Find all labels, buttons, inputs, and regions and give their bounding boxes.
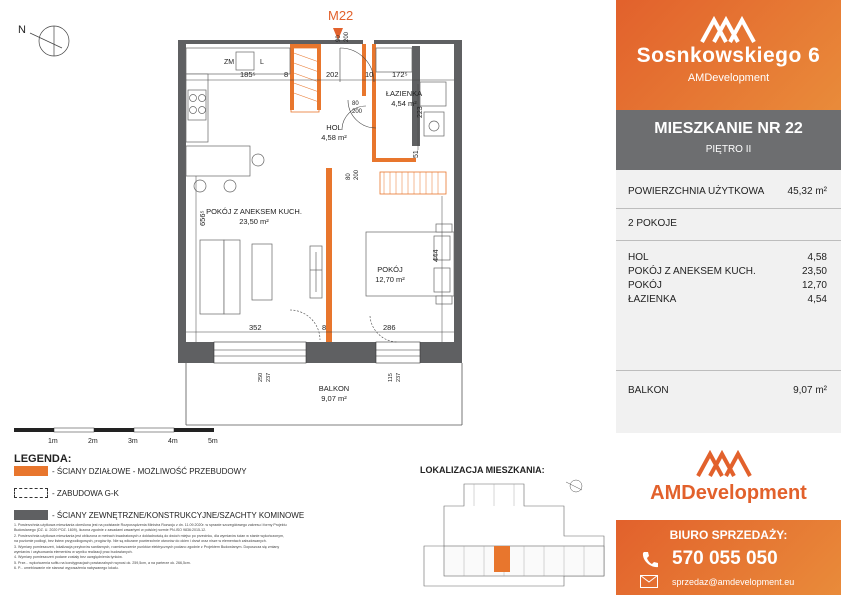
footnote: na poziomie podłogi, bez listew przypodłogowych, progów itp. Nie są wliczane powierzchnie otworów do okien i drzwi oraz nisze w elementach zabudowanych. bbox=[14, 539, 267, 544]
apartment-marker bbox=[494, 546, 510, 572]
stair-label: M22 bbox=[328, 8, 354, 23]
dim-door-200: 200 bbox=[352, 109, 363, 115]
rooms-count-row bbox=[628, 218, 827, 229]
usable-area-value: 45,32 m² bbox=[787, 186, 827, 197]
footnote: 4. Wymiary pomieszczeń podane zostały bez uwzględnienia tynków. bbox=[14, 555, 123, 560]
legend-label: - ŚCIANY ZEWNĘTRZNE/KONSTRUKCYJNE/SZACHTY KOMINOWE bbox=[52, 510, 305, 520]
brand-developer: AMDevelopment bbox=[687, 72, 770, 84]
dim-223: 223 bbox=[417, 106, 424, 118]
legend-title: LEGENDA: bbox=[14, 453, 72, 465]
sales-office bbox=[616, 520, 841, 595]
north-arrow-icon bbox=[566, 480, 582, 492]
room-bedroom-name: POKÓJ bbox=[377, 265, 403, 274]
am-logo-icon bbox=[696, 450, 752, 478]
dim-8b: 8 bbox=[322, 323, 327, 332]
sales-title: BIURO SPRZEDAŻY: bbox=[669, 528, 788, 542]
sales-phone[interactable]: 570 055 050 bbox=[672, 548, 778, 569]
dim-237b: 237 bbox=[396, 372, 402, 382]
usable-area-label: POWIERZCHNIA UŻYTKOWA bbox=[628, 186, 765, 197]
scale-bar bbox=[14, 428, 214, 432]
room-name: POKÓJ bbox=[628, 280, 662, 291]
apartment-title: MIESZKANIE NR 22 bbox=[654, 120, 803, 137]
scale-5m: 5m bbox=[208, 438, 218, 445]
dim-top-90: 90 bbox=[336, 35, 342, 42]
kitchen-cabinets bbox=[186, 48, 290, 142]
washer-label: ZM bbox=[224, 59, 235, 66]
dim-10: 10 bbox=[365, 70, 374, 79]
footnotes bbox=[14, 523, 409, 589]
legend-swatch bbox=[14, 466, 48, 476]
room-name: ŁAZIENKA bbox=[628, 294, 677, 305]
area-table bbox=[616, 170, 841, 433]
dim-352: 352 bbox=[249, 323, 262, 332]
usable-area-row bbox=[628, 186, 827, 197]
scale-1m: 1m bbox=[48, 438, 58, 445]
room-hol-area: 4,58 m² bbox=[321, 133, 347, 142]
scale-4m: 4m bbox=[168, 438, 178, 445]
room-living-name: POKÓJ Z ANEKSEM KUCH. bbox=[206, 207, 302, 216]
dim-172: 172⁵ bbox=[392, 70, 408, 79]
room-hol-name: HOL bbox=[326, 123, 342, 132]
location-title: LOKALIZACJA MIESZKANIA: bbox=[420, 465, 545, 475]
table-row bbox=[628, 280, 827, 291]
table-row bbox=[628, 294, 827, 305]
room-value: 12,70 bbox=[801, 280, 827, 291]
room-value: 4,54 bbox=[807, 294, 827, 305]
dining-set bbox=[186, 146, 264, 192]
sales-email[interactable]: sprzedaz@amdevelopment.eu bbox=[672, 577, 795, 587]
legend-label: - ŚCIANY DZIAŁOWE - MOŻLIWOŚĆ PRZEBUDOWY bbox=[52, 466, 247, 476]
table-row bbox=[628, 266, 827, 277]
room-bedroom-area: 12,70 m² bbox=[375, 275, 405, 284]
room-value: 23,50 bbox=[801, 266, 827, 277]
legend-label: - ZABUDOWA G-K bbox=[52, 488, 119, 498]
living-furniture bbox=[200, 240, 322, 314]
footnote: 1. Powierzchnia użytkowa mieszkania określona jest na podstawie Rozporządzenia Ministra Rozwoju z dn. 11.09.2020r. w sprawie szczegółowego zakresu i formy Projektu bbox=[14, 523, 287, 527]
divider bbox=[616, 240, 841, 241]
mail-icon bbox=[640, 575, 658, 588]
legend-swatch bbox=[14, 488, 48, 498]
room-balkon-area: 9,07 m² bbox=[321, 394, 347, 403]
room-name: POKÓJ Z ANEKSEM KUCH. bbox=[628, 266, 756, 277]
apartment-floor: PIĘTRO II bbox=[705, 144, 752, 155]
divider bbox=[616, 208, 841, 209]
room-lazienka-area: 4,54 m² bbox=[391, 99, 417, 108]
phone-icon bbox=[640, 550, 660, 570]
footnote: Budowlanego (DZ. U. 2020 POZ. 1609), liczona zgodnie z zasadami zawartymi w polskiej normie PN-ISO 9836:2015-12. bbox=[14, 528, 207, 533]
dim-202: 202 bbox=[326, 70, 339, 79]
north-arrow-icon bbox=[30, 26, 69, 56]
dim-door-80b: 80 bbox=[346, 173, 352, 180]
room-balkon-name: BALKON bbox=[318, 384, 350, 393]
dim-185: 185⁵ bbox=[240, 70, 256, 79]
balcony-label: BALKON bbox=[628, 385, 669, 396]
am-logo-icon bbox=[700, 14, 756, 44]
footnote: 6. P... umeblowanie nie stanowi wyposażenia nabywanego lokalu. bbox=[14, 566, 119, 571]
dim-8: 8 bbox=[284, 70, 289, 79]
footnote: wymiarów i usytuowania elementów w wyniku realizacji prac budowlanych. bbox=[14, 550, 133, 555]
footnote: 5. Prze... wykończenia sufitu na kondygnacjach powtarzalnych wynosi ok. 259,5cm, a na parterze ok. 266,5cm. bbox=[14, 560, 191, 565]
divider bbox=[616, 370, 841, 371]
room-name: HOL bbox=[628, 252, 649, 263]
table-row bbox=[628, 252, 827, 263]
legend-item-partition bbox=[14, 466, 247, 476]
dim-115: 115 bbox=[388, 373, 394, 382]
legend-item-gk bbox=[14, 488, 119, 498]
scale-2m: 2m bbox=[88, 438, 98, 445]
dim-237a: 237 bbox=[266, 372, 272, 382]
footnote: 3. Wymiary pomieszczeń, lokalizacja przyborów sanitarnych, rozmieszczenie punktów elektrycznych podano zgodnie z Projektem Budowlanym. Dopuszcza się zmiany bbox=[14, 544, 280, 549]
room-living-area: 23,50 m² bbox=[239, 217, 269, 226]
brand-header bbox=[616, 0, 841, 110]
dim-51: 51 bbox=[413, 150, 420, 158]
balcony-value: 9,07 m² bbox=[793, 385, 827, 396]
doors bbox=[290, 48, 398, 342]
north-label: N bbox=[18, 24, 26, 36]
brand-name: Sosnkowskiego 6 bbox=[636, 44, 821, 67]
dim-286: 286 bbox=[383, 323, 396, 332]
location-map bbox=[414, 476, 614, 591]
footnote: 2. Powierzchnia użytkowa mieszkania jest obliczona w metrach kwadratowych z dokładnością do dwóch miejsc po przecinku, dla wymiarów ścian w stanie wykończonym, bbox=[14, 533, 285, 538]
dim-top-200: 200 bbox=[344, 31, 350, 42]
dim-door-80: 80 bbox=[352, 101, 359, 107]
legend-swatch bbox=[14, 510, 48, 520]
room-value: 4,58 bbox=[807, 252, 827, 263]
room-lazienka-name: ŁAZIENKA bbox=[385, 89, 423, 98]
balcony-row bbox=[628, 385, 827, 396]
scale-labels bbox=[0, 438, 230, 450]
dim-444: 444 bbox=[431, 249, 440, 262]
developer-name: AMDevelopment bbox=[650, 482, 807, 504]
bed bbox=[366, 224, 454, 304]
rooms-count: 2 POKOJE bbox=[628, 218, 677, 229]
dim-656: 656⁵ bbox=[198, 210, 207, 226]
legend-item-walls bbox=[14, 510, 304, 520]
scale-3m: 3m bbox=[128, 438, 138, 445]
fridge-label: L bbox=[260, 59, 264, 66]
dim-250: 250 bbox=[258, 372, 264, 382]
apartment-header bbox=[616, 110, 841, 170]
dim-door-200b: 200 bbox=[354, 169, 360, 180]
